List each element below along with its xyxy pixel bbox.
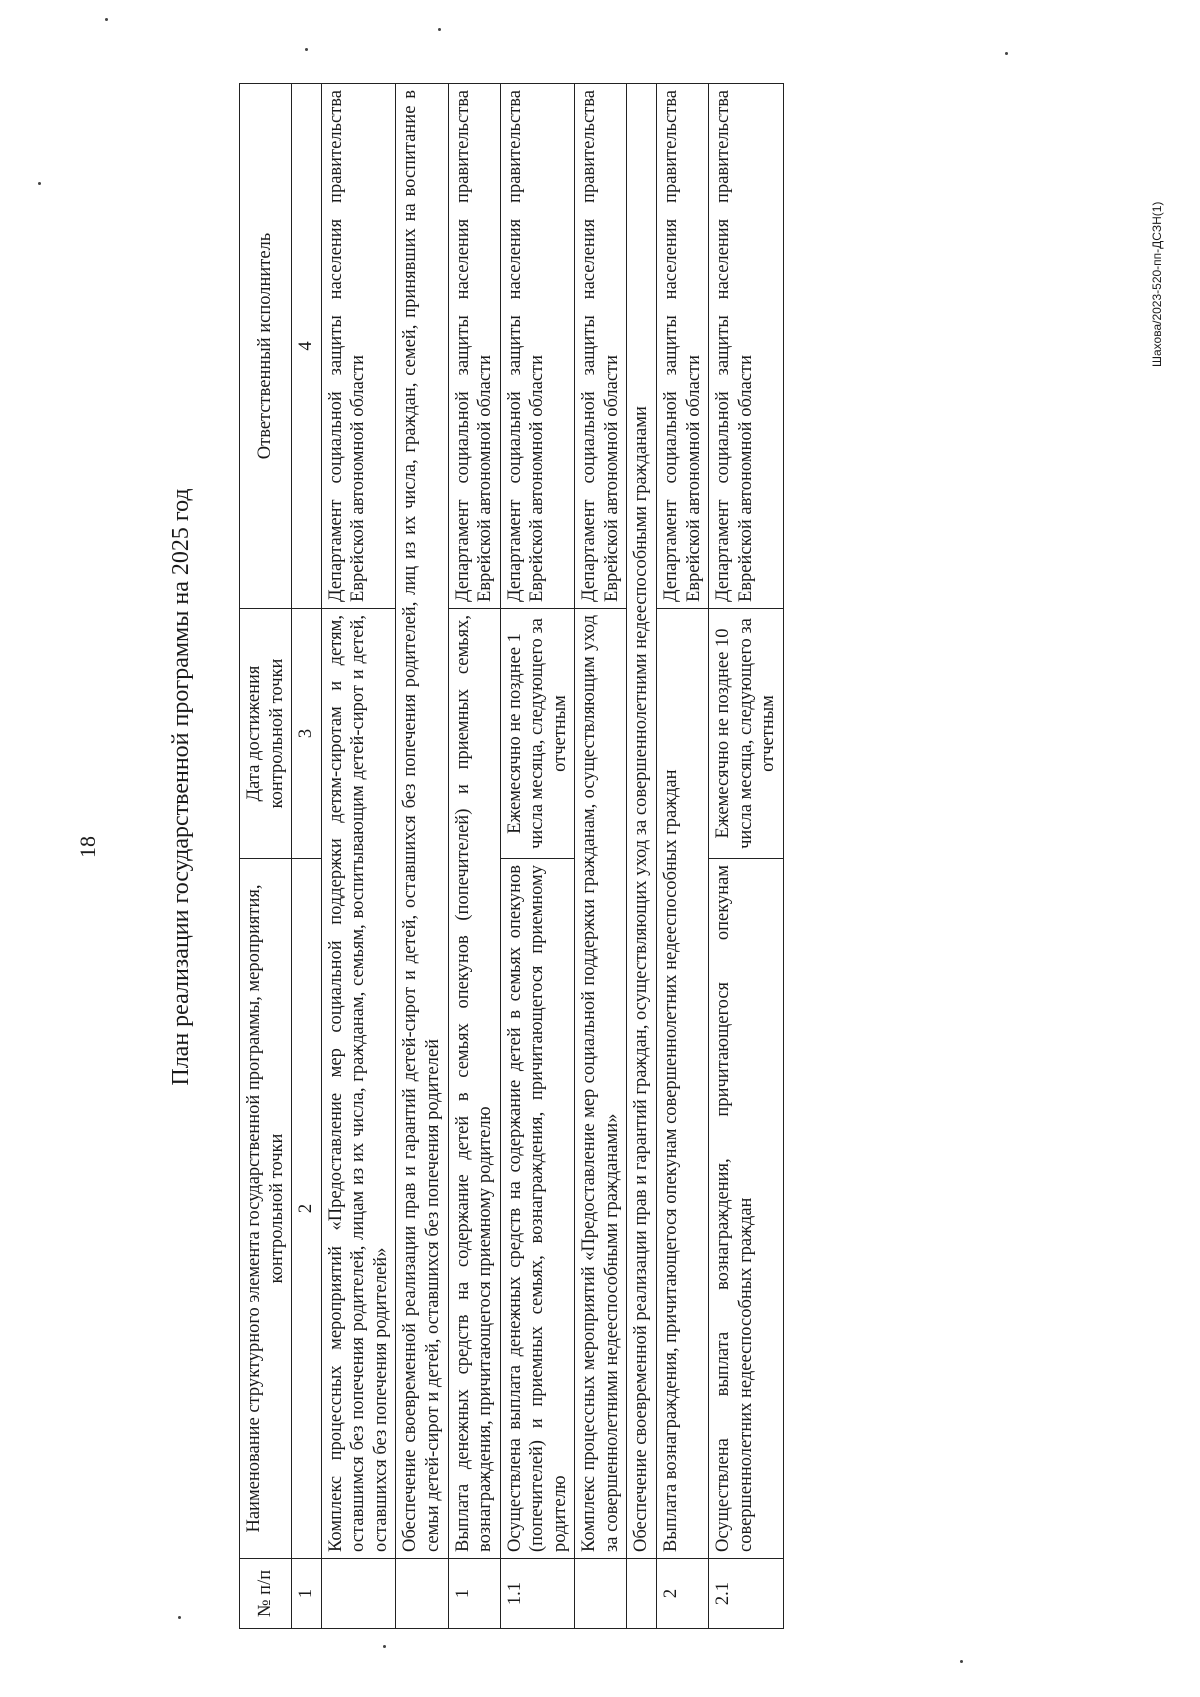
- row-executor: Департамент социальной защиты населения правительства Еврейской автономной области: [321, 84, 396, 609]
- row-section-text: Обеспечение своевременной реализации прав и гарантий граждан, осуществляющих уход за совершеннолетними недееспособными гражданами: [627, 84, 657, 1559]
- row-number: [627, 1559, 657, 1629]
- row-number: [396, 1559, 448, 1629]
- header-executor: Ответственный исполнитель: [240, 84, 292, 609]
- column-number-row: [292, 84, 322, 1629]
- table-row-section: [396, 84, 448, 1629]
- row-section-text: Обеспечение своевременной реализации прав и гарантий детей-сирот и детей, оставшихся без попечения родителей, лиц из их числа, граждан, семей, принявших на воспитание в семьи детей-сирот и детей, оставшихся без попечения родителей: [396, 84, 448, 1559]
- row-name: Комплекс процессных мероприятий «Предоставление мер социальной поддержки гражданам, осуществляющим уход за совершеннолетними недееспособными гражданами»: [575, 609, 627, 1559]
- row-executor: Департамент социальной защиты населения правительства Еврейской автономной области: [575, 84, 627, 609]
- row-executor: Департамент социальной защиты населения правительства Еврейской автономной области: [500, 84, 575, 609]
- header-row: [240, 84, 292, 1629]
- table-row: [448, 84, 500, 1629]
- row-executor: Департамент социальной защиты населения правительства Еврейской автономной области: [709, 84, 784, 609]
- row-executor: Департамент социальной защиты населения правительства Еврейской автономной области: [448, 84, 500, 609]
- row-name: Осуществлена выплата вознаграждения, причитающегося опекунам совершеннолетних недееспособных граждан: [709, 859, 784, 1559]
- page-title: План реализации государственной программы на 2025 год: [168, 488, 194, 1086]
- page-number: 18: [75, 836, 100, 858]
- row-number: [321, 1559, 396, 1629]
- plan-table: [239, 83, 784, 1629]
- column-number-4: 4: [292, 84, 322, 609]
- header-name: Наименование структурного элемента государственной программы, мероприятия, контрольной точки: [240, 859, 292, 1559]
- table-row: [575, 84, 627, 1629]
- document-code: Шахова/2023-520-пп-ДСЗН(1): [1150, 201, 1164, 367]
- header-number: № п/п: [240, 1559, 292, 1629]
- table-row: [709, 84, 784, 1629]
- row-name: Выплата вознаграждения, причитающегося опекунам совершеннолетних недееспособных граждан: [657, 609, 709, 1559]
- column-number-1: 1: [292, 1559, 322, 1629]
- row-name: Осуществлена выплата денежных средств на содержание детей в семьях опекунов (попечителей) и приемных семьях, вознаграждения, причитающегося приемному родителю: [500, 859, 575, 1559]
- row-number: 1.1: [500, 1559, 575, 1629]
- row-date: Ежемесячно не позднее 10 числа месяца, следующего за отчетным: [709, 609, 784, 859]
- row-executor: Департамент социальной защиты населения правительства Еврейской автономной области: [657, 84, 709, 609]
- row-name: Выплата денежных средств на содержание детей в семьях опекунов (попечителей) и приемных семьях, вознаграждения, причитающегося приемному родителю: [448, 609, 500, 1559]
- column-number-2: 2: [292, 859, 322, 1559]
- table-row: [657, 84, 709, 1629]
- table-row: [321, 84, 396, 1629]
- column-number-3: 3: [292, 609, 322, 859]
- row-number: [575, 1559, 627, 1629]
- row-number: 2: [657, 1559, 709, 1629]
- table-row: [500, 84, 575, 1629]
- header-date: Дата достижения контрольной точки: [240, 609, 292, 859]
- table-row-section: [627, 84, 657, 1629]
- row-number: 1: [448, 1559, 500, 1629]
- row-date: Ежемесячно не позднее 1 числа месяца, следующего за отчетным: [500, 609, 575, 859]
- row-number: 2.1: [709, 1559, 784, 1629]
- row-name: Комплекс процессных мероприятий «Предоставление мер социальной поддержки детям-сиротам и детям, оставшимся без попечения родителей, лицам из их числа, гражданам, семьям, воспитывающим детей-сирот и детей, оставшихся без попечения родителей»: [321, 609, 396, 1559]
